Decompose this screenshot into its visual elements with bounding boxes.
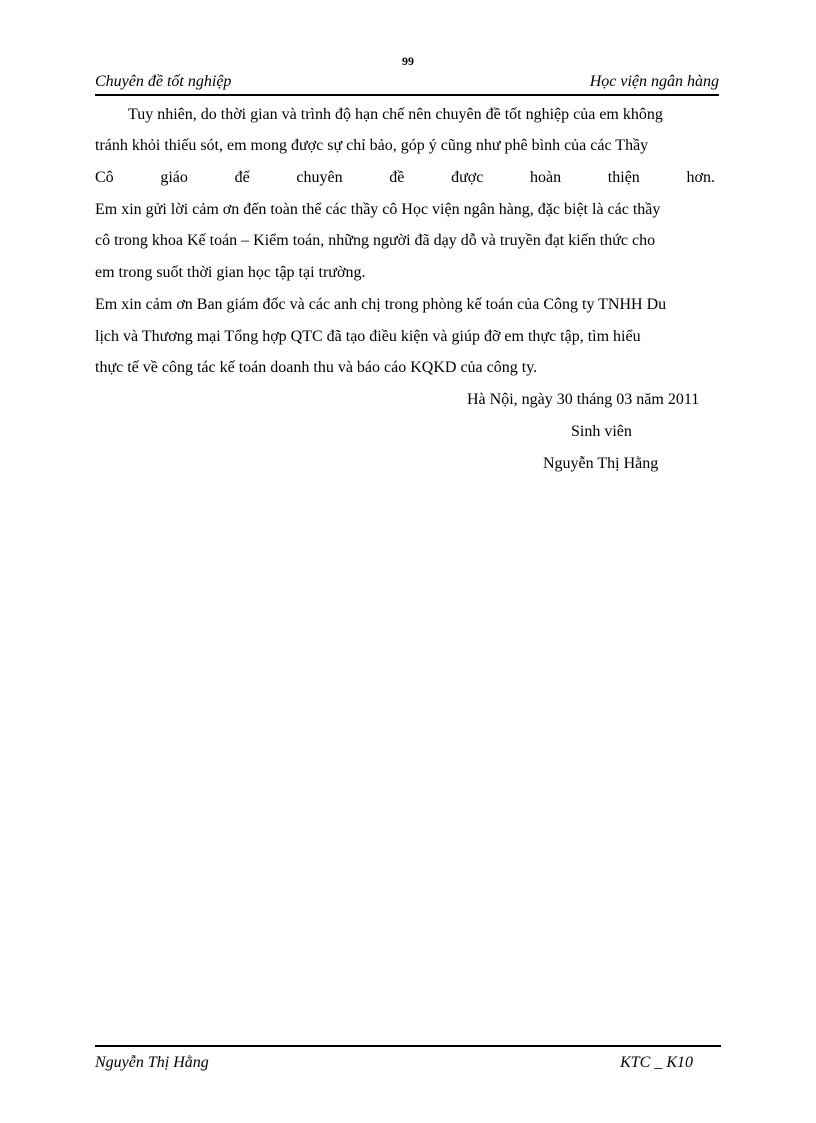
paragraph-1-line-1: Tuy nhiên, do thời gian và trình độ hạn chế nên chuyên đề tốt nghiệp của em không: [128, 106, 663, 123]
page-number: 99: [402, 54, 414, 68]
footer-class-code: KTC _ K10: [620, 1054, 693, 1071]
signature-role: Sinh viên: [571, 423, 632, 440]
page-header: [95, 72, 719, 96]
signature-date: Hà Nội, ngày 30 tháng 03 năm 2011: [467, 391, 700, 408]
footer-author: Nguyễn Thị Hằng: [95, 1054, 209, 1071]
word: Cô: [95, 169, 114, 186]
word: hoàn: [530, 169, 562, 186]
word: chuyên: [296, 169, 343, 186]
paragraph-2-line-1: Em xin gửi lời cảm ơn đến toàn thể các thầy cô Học viện ngân hàng, đặc biệt là các thầy: [95, 201, 661, 218]
paragraph-3-line-1: Em xin cảm ơn Ban giám đốc và các anh chị trong phòng kế toán của Công ty TNHH Du: [95, 296, 667, 313]
paragraph-2-line-3: em trong suốt thời gian học tập tại trường.: [95, 264, 366, 281]
paragraph-1-line-3: [95, 168, 715, 188]
paragraph-2-line-2: cô trong khoa Kế toán – Kiểm toán, những người đã dạy dỗ và truyền đạt kiến thức cho: [95, 232, 656, 249]
word: hơn.: [686, 169, 715, 186]
header-institution: Học viện ngân hàng: [589, 73, 719, 90]
header-thesis-title: Chuyên đề tốt nghiệp: [95, 73, 232, 90]
word: thiện: [607, 169, 640, 186]
paragraph-1-line-2: tránh khỏi thiếu sót, em mong được sự chỉ bảo, góp ý cũng như phê bình của các Thầy: [95, 137, 649, 154]
paragraph-3-line-2: lịch và Thương mại Tổng hợp QTC đã tạo điều kiện và giúp đỡ em thực tập, tìm hiểu: [95, 328, 641, 345]
word: đề: [389, 169, 405, 186]
page-footer: [95, 1045, 721, 1073]
word: được: [451, 169, 484, 186]
signature-name: Nguyễn Thị Hằng: [543, 455, 659, 472]
paragraph-3-line-3: thực tế về công tác kế toán doanh thu và báo cáo KQKD của công ty.: [95, 359, 538, 376]
word: để: [234, 169, 250, 186]
word: giáo: [160, 169, 188, 186]
